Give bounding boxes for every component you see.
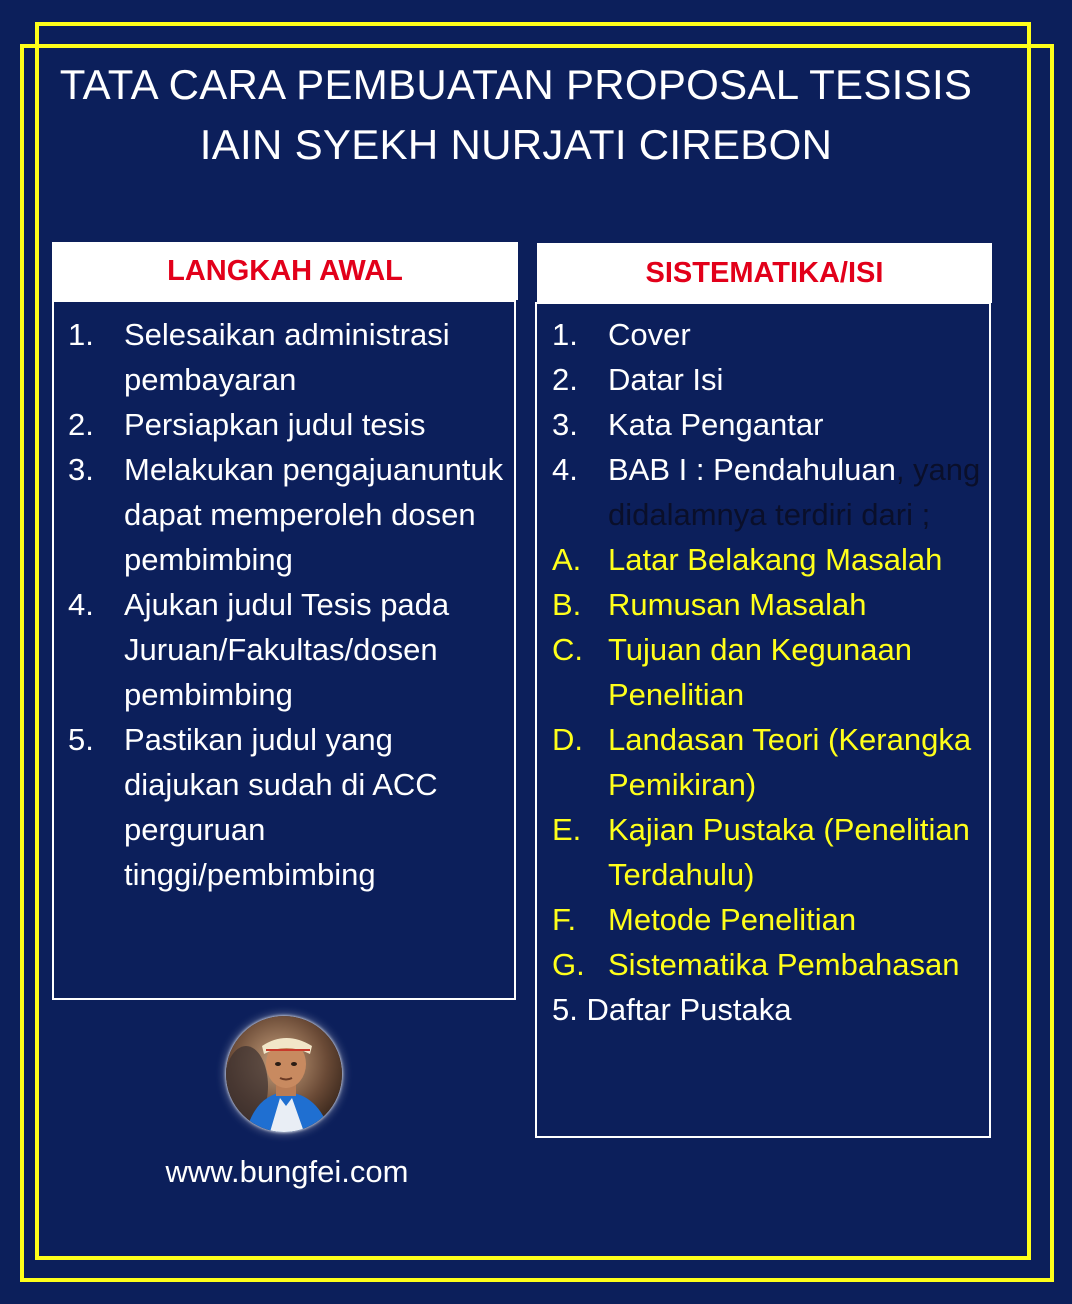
sub-item-letter: G.	[552, 947, 585, 982]
list-item	[552, 402, 984, 447]
item-text: Pastikan judul yang diajukan sudah di ACC perguruan tinggi/pembimbing	[124, 722, 438, 892]
sub-item-letter: E.	[552, 812, 582, 847]
author-avatar	[226, 1016, 342, 1132]
list-item	[552, 312, 984, 357]
list-item	[68, 312, 508, 402]
sub-item-letter: A.	[552, 542, 582, 577]
item-text-main: BAB I : Pendahuluan	[608, 452, 896, 487]
sub-list-item	[552, 537, 984, 582]
item-text: Melakukan pengajuanuntuk dapat memperoleh dosen pembimbing	[124, 452, 504, 577]
sub-item-text: Tujuan dan Kegunaan Penelitian	[608, 632, 912, 712]
list-item	[552, 357, 984, 402]
list-item	[68, 582, 508, 717]
sub-item-text: Metode Penelitian	[608, 902, 857, 937]
item-text: Cover	[608, 317, 691, 352]
sub-list-item	[552, 807, 984, 897]
sub-list-item	[552, 627, 984, 717]
item-number: 3.	[552, 407, 578, 442]
website-url: www.bungfei.com	[165, 1154, 409, 1189]
sub-item-letter: F.	[552, 902, 577, 937]
list-item	[68, 447, 508, 582]
title-line-1: TATA CARA PEMBUATAN PROPOSAL TESISIS	[59, 61, 973, 108]
sub-item-text: Rumusan Masalah	[608, 587, 867, 622]
sub-list-item	[552, 942, 984, 987]
sub-list-item	[552, 717, 984, 807]
list-item-daftar-pustaka: 5. Daftar Pustaka	[552, 992, 792, 1027]
item-number: 1.	[552, 317, 578, 352]
item-number: 1.	[68, 317, 94, 352]
item-text: Datar Isi	[608, 362, 724, 397]
title-line-2: IAIN SYEKH NURJATI CIREBON	[199, 121, 833, 168]
item-number: 5.	[68, 722, 94, 757]
item-text: Ajukan judul Tesis pada Juruan/Fakultas/dosen pembimbing	[124, 587, 450, 712]
list-item	[552, 447, 984, 537]
list-item	[68, 402, 508, 447]
item-number: 2.	[68, 407, 94, 442]
item-number: 4.	[552, 452, 578, 487]
item-text: Persiapkan judul tesis	[124, 407, 426, 442]
sub-item-letter: D.	[552, 722, 583, 757]
sistematika-list	[552, 312, 984, 1032]
sub-item-letter: C.	[552, 632, 583, 667]
sub-item-text: Kajian Pustaka (Penelitian Terdahulu)	[608, 812, 970, 892]
item-text: Kata Pengantar	[608, 407, 824, 442]
sub-item-text: Landasan Teori (Kerangka Pemikiran)	[608, 722, 972, 802]
item-text: Selesaikan administrasi pembayaran	[124, 317, 450, 397]
sub-list-item	[552, 582, 984, 627]
sub-item-text: Latar Belakang Masalah	[608, 542, 943, 577]
sub-item-text: Sistematika Pembahasan	[608, 947, 960, 982]
item-number: 3.	[68, 452, 94, 487]
item-number: 2.	[552, 362, 578, 397]
langkah-awal-list	[68, 312, 508, 897]
avatar-photo-icon	[226, 1016, 342, 1132]
sub-list-item	[552, 897, 984, 942]
item-number: 4.	[68, 587, 94, 622]
sistematika-header: SISTEMATIKA/ISI	[537, 243, 992, 303]
list-item	[68, 717, 508, 897]
item-text-suffix: , yang didalamnya terdiri dari ;	[608, 452, 981, 532]
page-title	[40, 55, 992, 175]
sub-item-letter: B.	[552, 587, 582, 622]
langkah-awal-header: LANGKAH AWAL	[52, 242, 518, 300]
item-text	[608, 447, 984, 537]
